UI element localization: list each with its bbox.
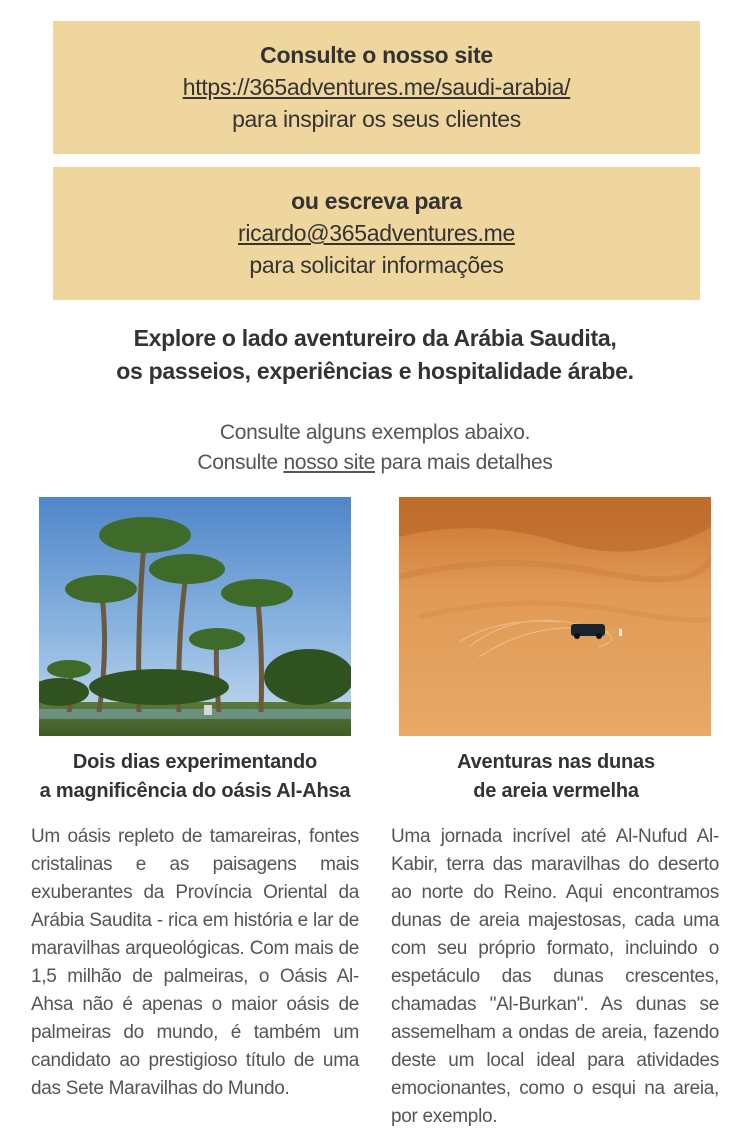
dunes-title-line-2: de areia vermelha — [473, 780, 639, 802]
oasis-title-line-2: a magnificência do oásis Al-Ahsa — [39, 780, 351, 802]
dunes-card-description: Uma jornada incrível até Al-Nufud Al-Kabir, terra das maravilhas do deserto ao norte do Reino. Aqui encontramos dunas de areia majestosas, cada uma com seu próprio formato, incluindo o espetáculo das dunas crescentes, chamadas "Al-Burkan". As dunas se assemelham a ondas de areia, fazendo deste um local ideal para atividades emocionantes, como o esqui na areia, por exemplo. — [391, 826, 719, 1127]
subtext-line-1: Consulte alguns exemplos abaixo. — [219, 421, 531, 444]
website-banner — [53, 21, 700, 154]
dunes-title-line-1: Aventuras nas dunas — [457, 751, 655, 773]
website-banner-heading: Consulte o nosso site — [260, 42, 493, 68]
desert-dunes-photo — [399, 497, 711, 736]
email-banner-caption: para solicitar informações — [249, 252, 504, 278]
oasis-title-line-1: Dois dias experimentando — [72, 751, 318, 773]
subtext — [0, 418, 750, 478]
subtext-suffix: para mais detalhes — [380, 451, 553, 474]
oasis-card-description: Um oásis repleto de tamareiras, fontes cristalinas e as paisagens mais exuberantes da Província Oriental da Arábia Saudita - rica em história e lar de maravilhas arqueológicas. Com mais de 1,5 milhão de palmeiras, o Oásis Al-Ahsa não é apenas o maior oásis de palmeiras do mundo, é também um candidato ao prestigioso título de uma das Sete Maravilhas do Mundo. — [31, 826, 359, 1099]
email-banner — [53, 167, 700, 300]
email-link[interactable]: ricardo@365adventures.me — [238, 220, 515, 246]
subtext-line-2 — [0, 448, 750, 478]
oasis-photo — [39, 497, 351, 736]
website-link[interactable]: https://365adventures.me/saudi-arabia/ — [182, 74, 571, 100]
oasis-card-title — [20, 748, 370, 806]
site-link-inline[interactable]: nosso site — [283, 451, 375, 474]
website-banner-caption: para inspirar os seus clientes — [232, 106, 521, 132]
email-banner-heading: ou escreva para — [291, 188, 462, 214]
headline-line-1: Explore o lado aventureiro da Arábia Saudita, — [133, 325, 617, 351]
dunes-card-title — [380, 748, 732, 806]
page-headline — [0, 322, 750, 388]
headline-line-2: os passeios, experiências e hospitalidade árabe. — [116, 358, 634, 384]
subtext-prefix: Consulte — [197, 451, 278, 474]
